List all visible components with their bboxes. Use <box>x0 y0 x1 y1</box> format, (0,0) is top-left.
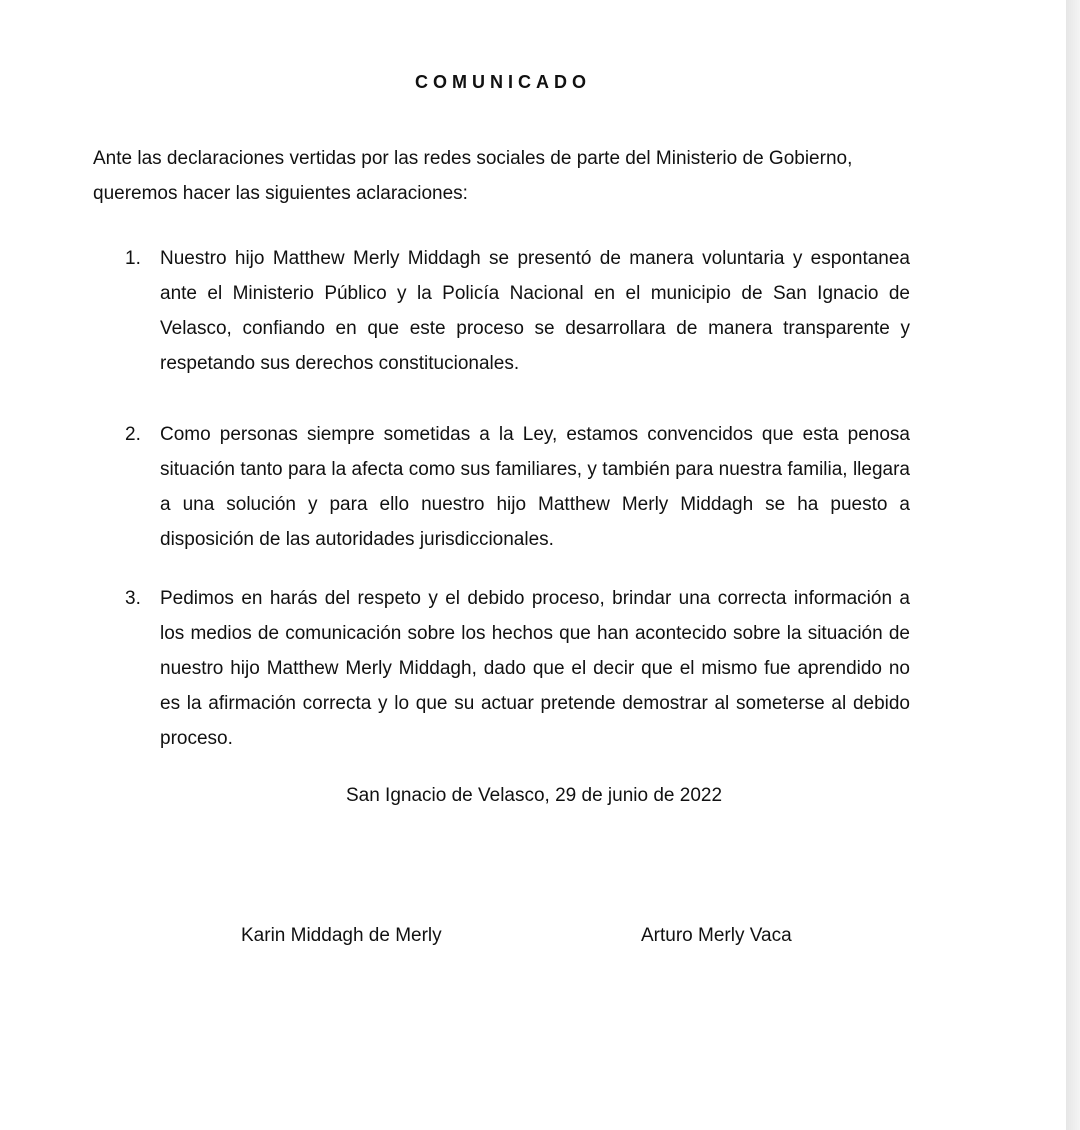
list-item-text: Pedimos en harás del respeto y el debido proceso, brindar una correcta información a los medios de comunicación sobre los hechos que han acontecido sobre la situación de nuestro hijo Matthew Merly Middagh, dado que el decir que el mismo fue aprendido no es la afirmación correcta y lo que su actuar pretende demostrar al someterse al debido proceso. <box>160 588 910 749</box>
document-title: COMUNICADO <box>415 72 591 92</box>
page-edge <box>1066 0 1080 1130</box>
intro-paragraph: Ante las declaraciones vertidas por las redes sociales de parte del Ministerio de Gobierno, queremos hacer las siguientes aclaraciones: <box>93 148 853 204</box>
signatory-name: Arturo Merly Vaca <box>641 925 792 946</box>
list-item-text: Como personas siempre sometidas a la Ley, estamos convencidos que esta penosa situación tanto para la afecta como sus familiares, y también para nuestra familia, llegara a una solución y para ello nuestro hijo Matthew Merly Middagh se ha puesto a disposición de las autoridades jurisdiccionales. <box>160 424 910 550</box>
list-item <box>125 581 910 756</box>
list-item-text: Nuestro hijo Matthew Merly Middagh se presentó de manera voluntaria y espontanea ante el Ministerio Público y la Policía Nacional en el municipio de San Ignacio de Velasco, confiando en que este proceso se desarrollara de manera transparente y respetando sus derechos constitucionales. <box>160 248 910 374</box>
list-item-number: 1. <box>125 248 141 269</box>
place-and-date: San Ignacio de Velasco, 29 de junio de 2022 <box>345 785 723 806</box>
list-item-number: 2. <box>125 424 141 445</box>
list-item <box>125 417 910 557</box>
list-item <box>125 241 910 381</box>
signatory-name: Karin Middagh de Merly <box>241 925 442 946</box>
list-item-number: 3. <box>125 588 141 609</box>
